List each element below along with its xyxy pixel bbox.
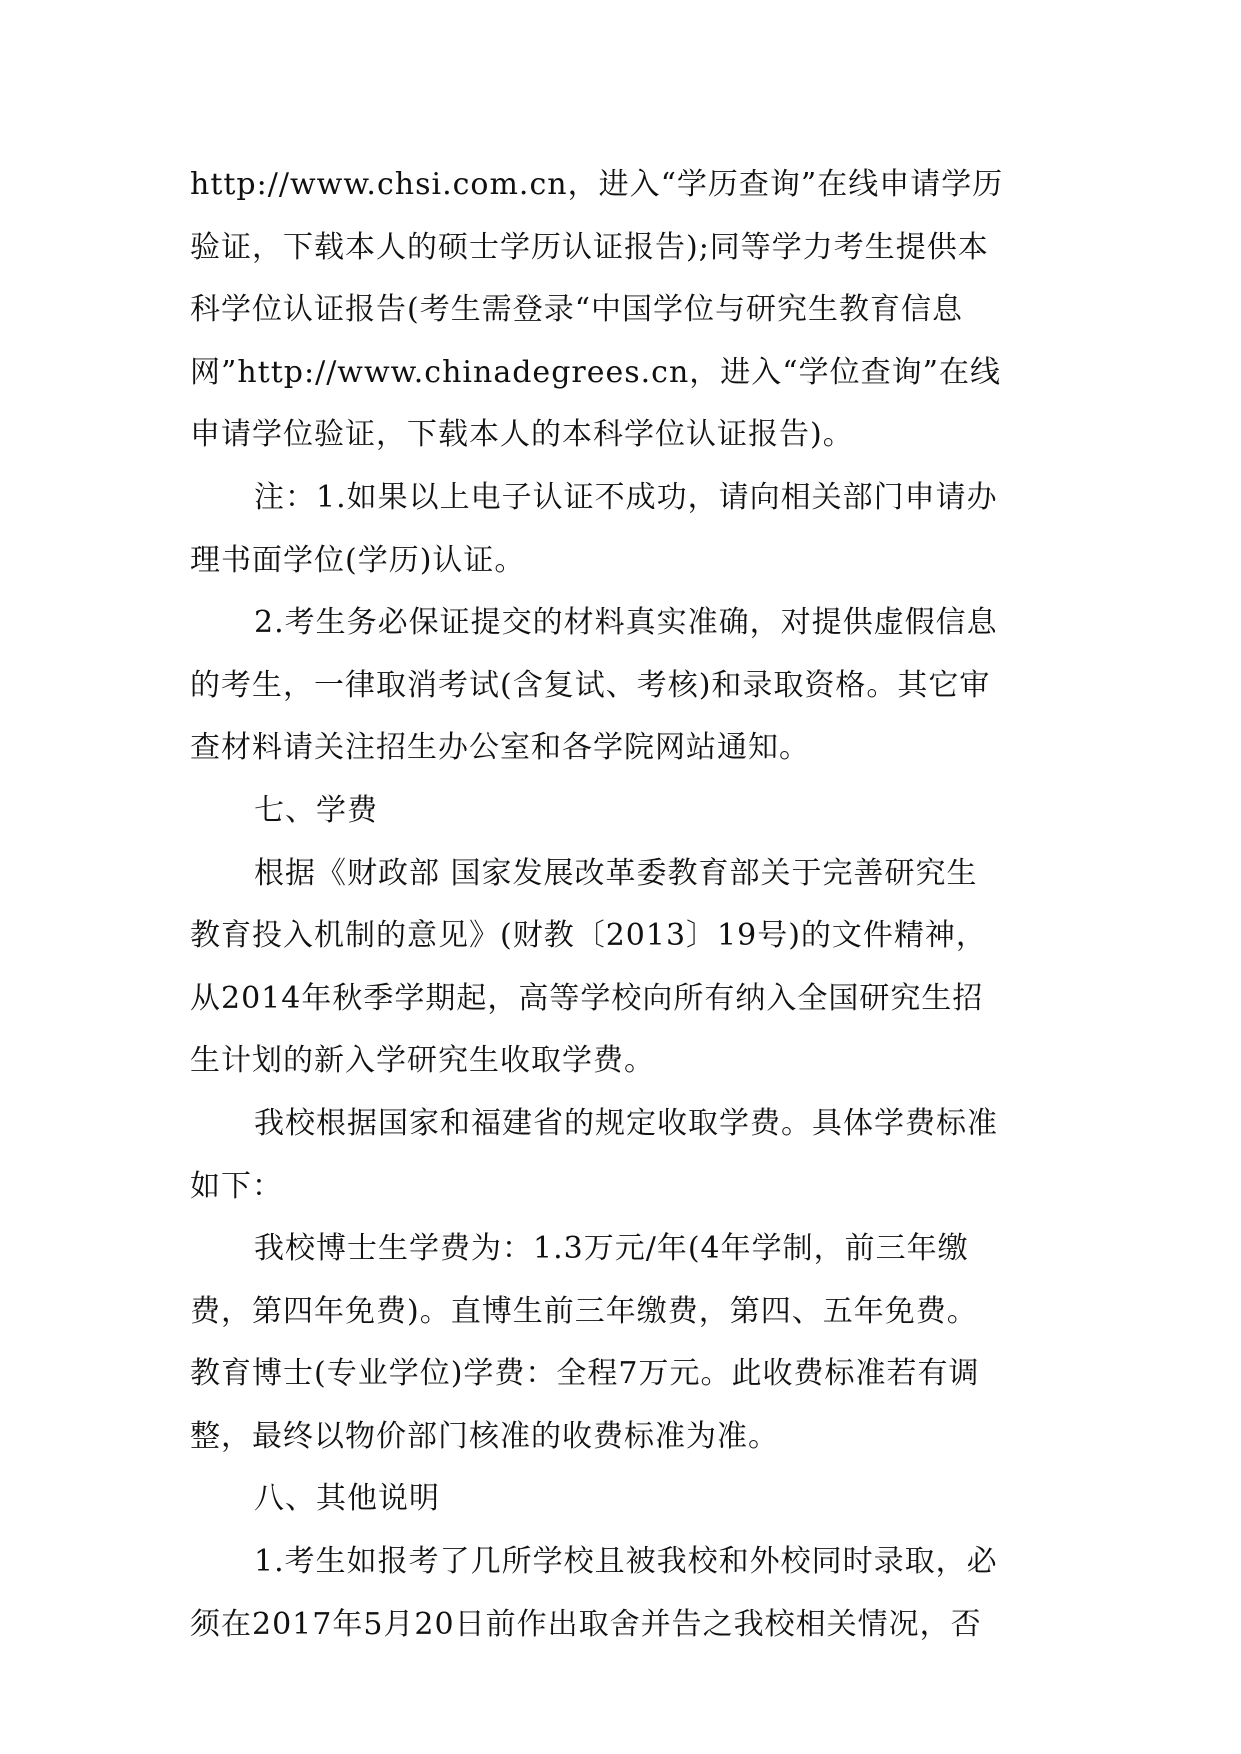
text-line: 科学位认证报告(考生需登录“中国学位与研究生教育信息 xyxy=(190,292,964,328)
section-heading: 七、学费 xyxy=(254,792,378,828)
text-line: 教育博士(专业学位)学费：全程7万元。此收费标准若有调 xyxy=(190,1356,980,1392)
paragraph-start-line: 我校博士生学费为：1.3万元/年(4年学制，前三年缴 xyxy=(254,1231,969,1267)
text-line: 费，第四年免费)。直博生前三年缴费，第四、五年免费。 xyxy=(190,1293,978,1329)
text-line: 如下： xyxy=(190,1168,283,1204)
text-line: 理书面学位(学历)认证。 xyxy=(190,542,526,578)
document-body xyxy=(190,154,1050,1656)
text-line: 从2014年秋季学期起，高等学校向所有纳入全国研究生招 xyxy=(190,980,984,1016)
text-line: 教育投入机制的意见》(财教〔2013〕19号)的文件精神， xyxy=(190,918,987,954)
text-line: 查材料请关注招生办公室和各学院网站通知。 xyxy=(190,730,810,766)
text-line: 网”http://www.chinadegrees.cn，进入“学位查询”在线 xyxy=(190,354,1001,390)
paragraph-start-line: 我校根据国家和福建省的规定收取学费。具体学费标准 xyxy=(254,1105,998,1141)
text-line: 生计划的新入学研究生收取学费。 xyxy=(190,1043,655,1079)
text-line: 的考生，一律取消考试(含复试、考核)和录取资格。其它审 xyxy=(190,667,991,703)
text-line: http://www.chsi.com.cn，进入“学历查询”在线申请学历 xyxy=(190,167,1004,202)
paragraph-start-line: 1.考生如报考了几所学校且被我校和外校同时录取，必 xyxy=(254,1544,998,1580)
note-line: 注：1.如果以上电子认证不成功，请向相关部门申请办 xyxy=(254,479,998,515)
note-line: 2.考生务必保证提交的材料真实准确，对提供虚假信息 xyxy=(254,605,998,641)
text-line: 整，最终以物价部门核准的收费标准为准。 xyxy=(190,1418,779,1454)
section-heading: 八、其他说明 xyxy=(254,1481,440,1517)
paragraph-start-line: 根据《财政部 国家发展改革委教育部关于完善研究生 xyxy=(254,855,978,891)
text-line: 须在2017年5月20日前作出取舍并告之我校相关情况，否 xyxy=(190,1606,982,1642)
text-line: 申请学位验证，下载本人的本科学位认证报告)。 xyxy=(190,417,854,453)
text-line: 验证，下载本人的硕士学历认证报告);同等学力考生提供本 xyxy=(190,229,989,265)
